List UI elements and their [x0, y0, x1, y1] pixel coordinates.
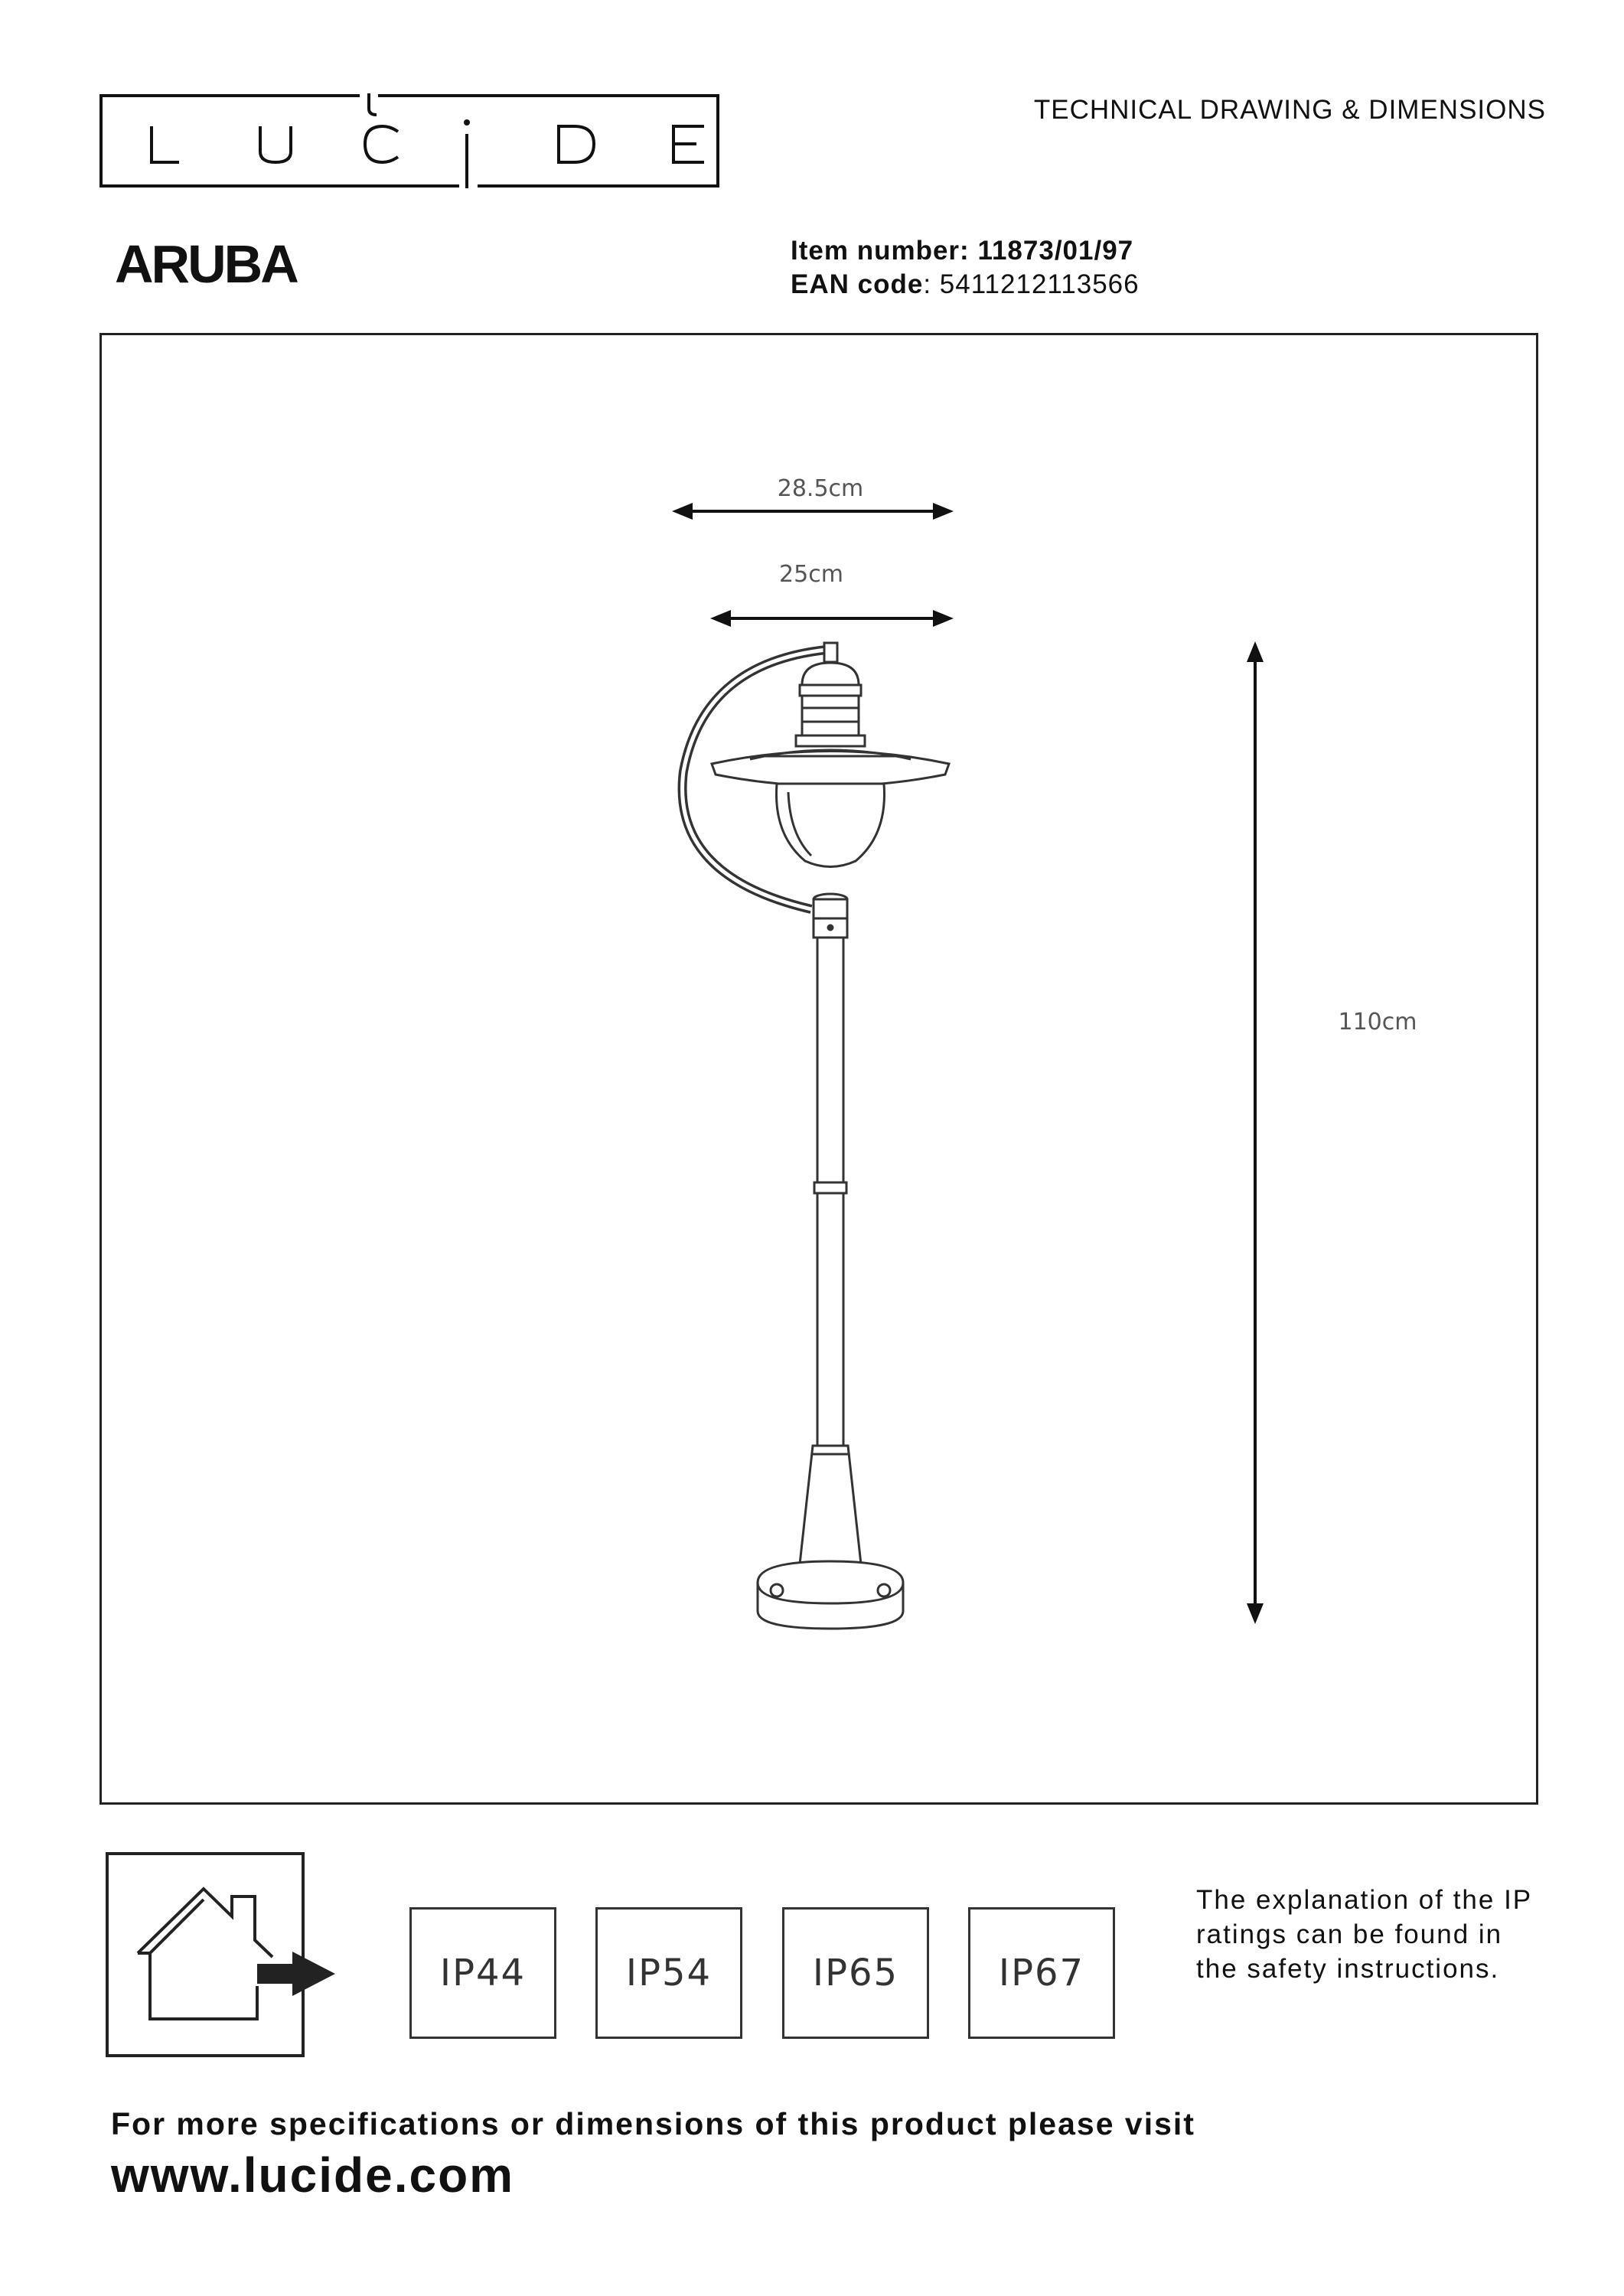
document-type-label: TECHNICAL DRAWING & DIMENSIONS — [1033, 95, 1546, 125]
indoor-outdoor-icon-box — [106, 1852, 335, 2057]
ip54-box: IP54 — [595, 1907, 742, 2039]
ip67-box: IP67 — [968, 1907, 1115, 2039]
ean-code-value: : 5411212113566 — [923, 269, 1140, 299]
item-number-value: 11873/01/97 — [977, 236, 1134, 266]
ean-code-label: EAN code — [791, 269, 924, 299]
footer-text: For more specifications or dimensions of this product please visit — [111, 2106, 1195, 2141]
ip65-box: IP65 — [782, 1907, 929, 2039]
ip44-box: IP44 — [409, 1907, 556, 2039]
footer-url[interactable]: www.lucide.com — [111, 2148, 515, 2203]
house-icon — [138, 1889, 272, 2019]
width-outer-label: 28.5cm — [777, 475, 864, 502]
ean-code-line — [791, 269, 1140, 300]
arrow-right-icon — [257, 1952, 335, 1996]
product-name: ARUBA — [115, 234, 297, 294]
ip-ratings-note: The explanation of the IP ratings can be found in the safety instructions. — [1196, 1885, 1532, 1984]
height-label: 110cm — [1338, 1009, 1417, 1035]
width-shade-label: 25cm — [779, 561, 843, 588]
drawing-frame — [99, 333, 1538, 1805]
item-number-line — [791, 236, 1133, 266]
lucide-logo — [99, 92, 719, 191]
item-number-label: Item number: — [791, 236, 970, 266]
